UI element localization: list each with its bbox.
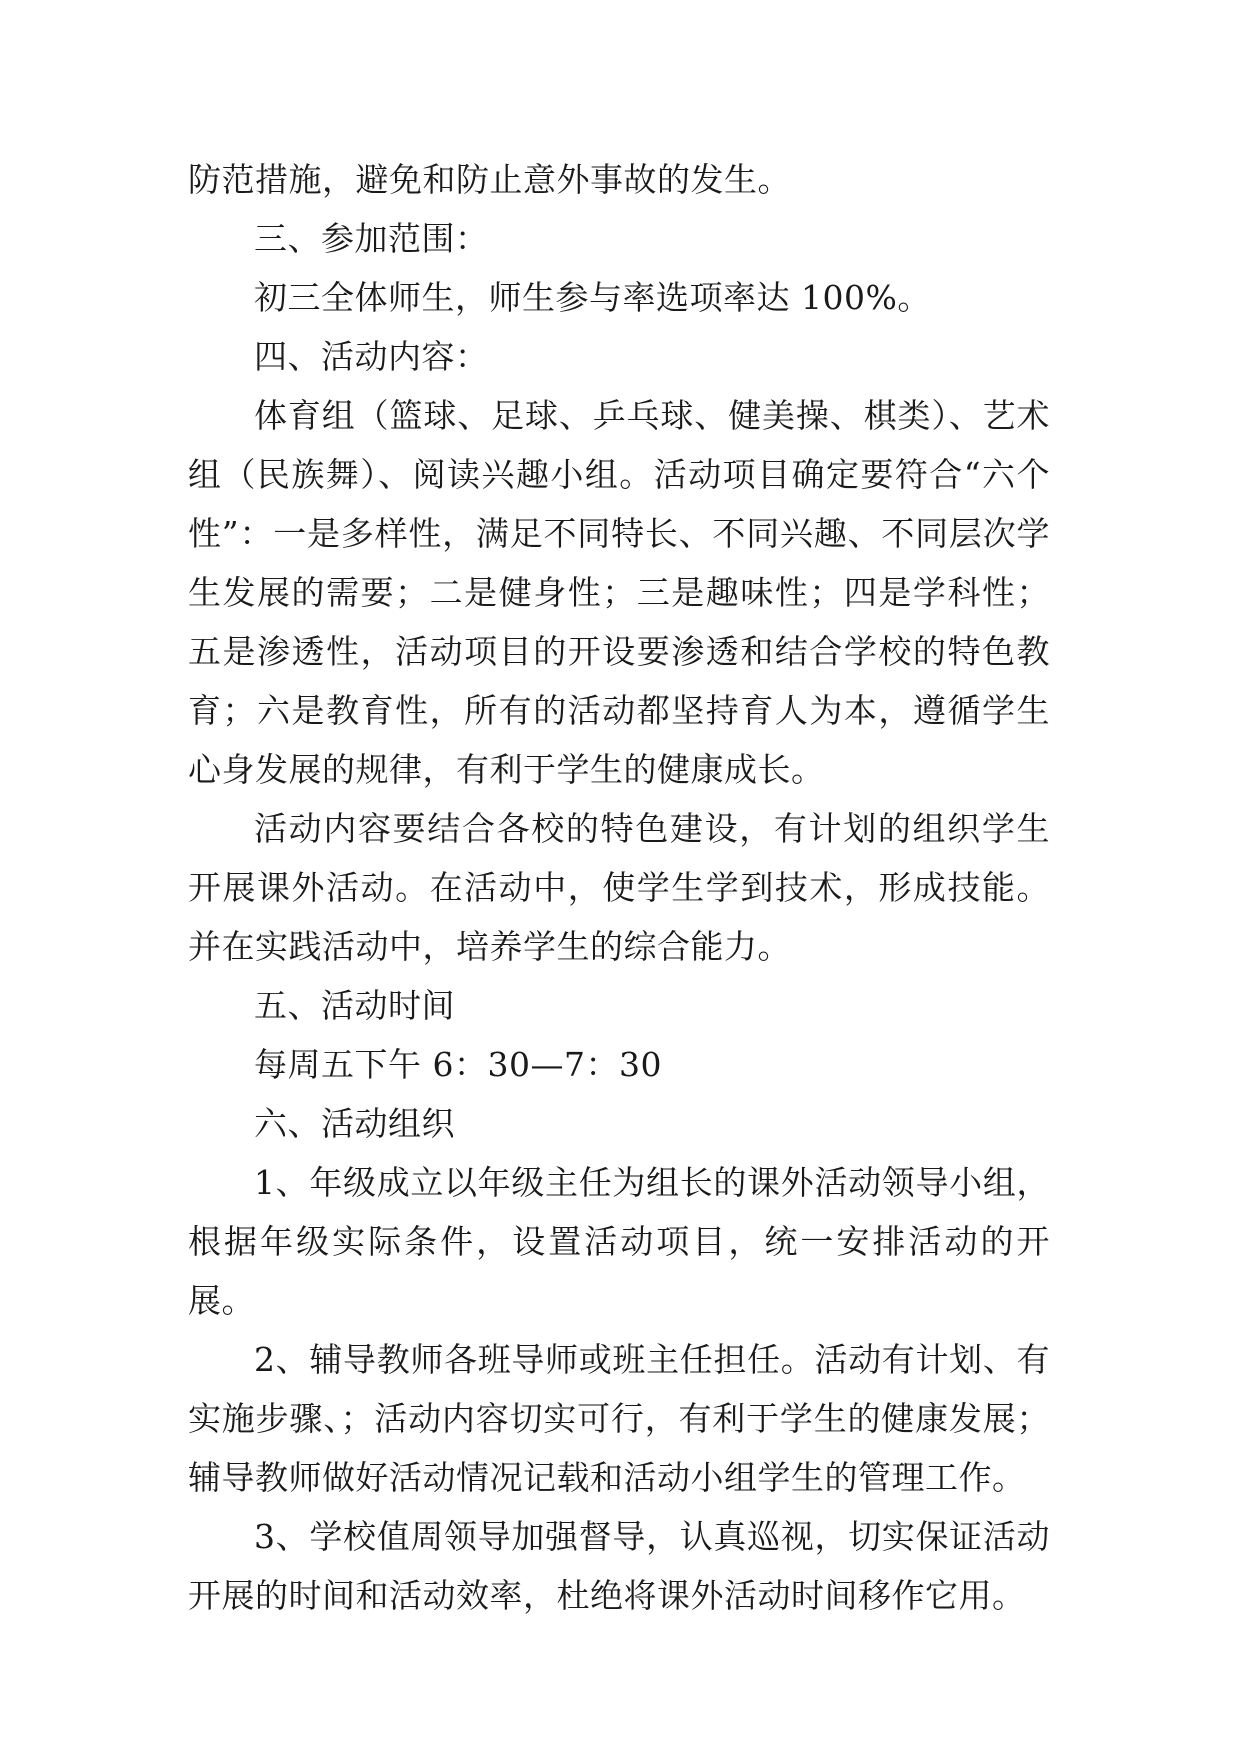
- heading-content: 四、活动内容：: [254, 337, 489, 376]
- list-item-organization-2: 2、辅导教师各班导师或班主任担任。活动有计划、有实施步骤、；活动内容切实可行，有利于学生的健康发展；辅导教师做好活动情况记载和活动小组学生的管理工作。: [188, 1340, 1050, 1497]
- paragraph-time: 每周五下午 6：30—7：30: [254, 1045, 662, 1084]
- heading-time: 五、活动时间: [254, 986, 455, 1025]
- heading-scope: 三、参加范围：: [254, 219, 489, 258]
- list-item-organization-1: 1、年级成立以年级主任为组长的课外活动领导小组，根据年级实际条件，设置活动项目，统一安排活动的开展。: [188, 1163, 1050, 1320]
- heading-organization: 六、活动组织: [254, 1104, 455, 1143]
- paragraph-continuation: 防范措施，避免和防止意外事故的发生。: [188, 160, 791, 199]
- list-item-organization-3: 3、学校值周领导加强督导，认真巡视，切实保证活动开展的时间和活动效率，杜绝将课外活动时间移作它用。: [188, 1517, 1050, 1615]
- paragraph-groups: 体育组（篮球、足球、乒乓球、健美操、棋类）、艺术组（民族舞）、阅读兴趣小组。活动项目确定要符合“六个性”：一是多样性，满足不同特长、不同兴趣、不同层次学生发展的需要；二是健身性；三是趣味性；四是学科性；五是渗透性，活动项目的开设要渗透和结合学校的特色教育；六是教育性，所有的活动都坚持育人为本，遵循学生心身发展的规律，有利于学生的健康成长。: [188, 396, 1050, 789]
- paragraph-scope: 初三全体师生，师生参与率选项率达 100%。: [254, 278, 931, 317]
- paragraph-content-requirements: 活动内容要结合各校的特色建设，有计划的组织学生开展课外活动。在活动中，使学生学到技术，形成技能。并在实践活动中，培养学生的综合能力。: [188, 809, 1050, 966]
- document-page: [188, 150, 1050, 1625]
